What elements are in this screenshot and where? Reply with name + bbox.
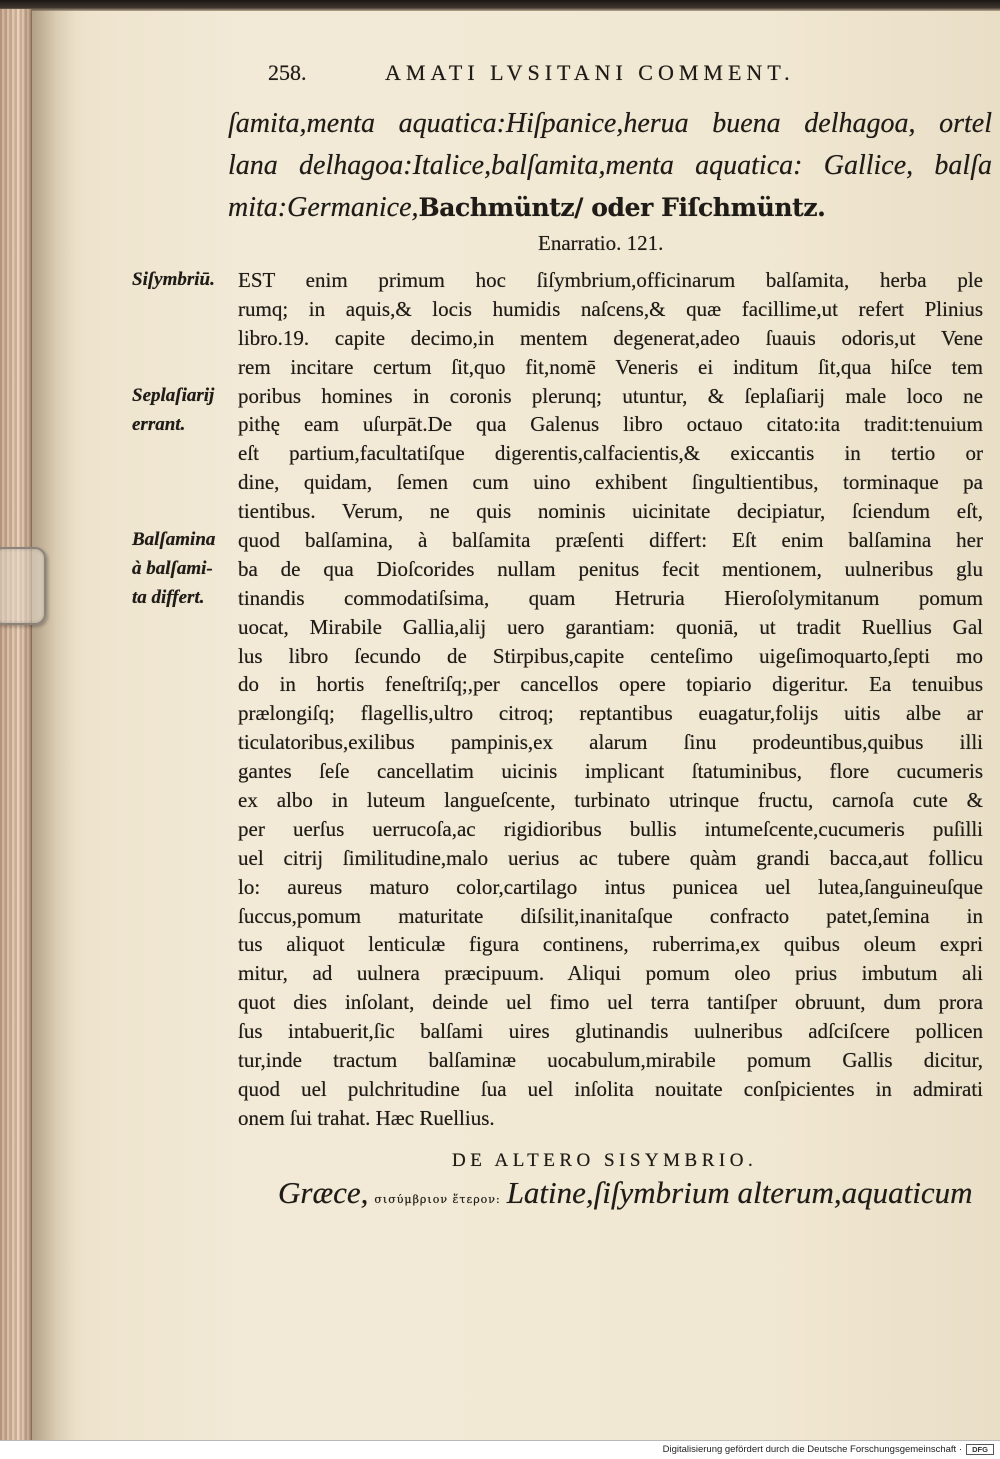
synonyms-line: ſamita,menta aquatica:Hiſpanice,herua buena delhagoa, ortel [228, 108, 992, 139]
running-title: AMATI LVSITANI COMMENT. [385, 60, 795, 85]
body-line: pithę eam uſurpāt.De qua Galenus libro octauo citato:ita tradit:tenuium [238, 412, 983, 437]
page-edge-stack [0, 9, 32, 1440]
gutter-shadow [31, 9, 76, 1440]
german-names-text: Bachmüntz/ oder Fiſchmüntz. [418, 193, 826, 222]
margin-note: à balſami- [132, 558, 213, 579]
body-line: uocat, Mirabile Gallia,alij uero garantiam: quoniā, ut tradit Ruellius Gal [238, 614, 983, 639]
body-line: quot dies inſolant, deinde uel fimo uel terra tantiſper obruunt, dum prora [238, 990, 983, 1015]
body-line: rem incitare certum ſit,quo fit,nomē Veneris ei inditum ſit,qua hiſce tem [238, 354, 983, 379]
funding-credit: Digitalisierung gefördert durch die Deutsche Forschungsgemeinschaft · [662, 1444, 962, 1455]
synonyms-line: lana delhagoa:Italice,balſamita,menta aquatica: Gallice, balſa [228, 150, 992, 181]
body-line: eſt partium,facultatiſque digerentis,calfacientis,& exiccantis in tertio or [238, 441, 983, 466]
greek-label: Græce, [278, 1175, 369, 1210]
body-line: ba de qua Dioſcorides nullam penitus fecit mentionem, uulneribus glu [238, 556, 983, 581]
synonyms-block [228, 103, 992, 229]
body-line: tus aliquot lenticulæ figura continens, ruberrima,ex quibus oleum expri [238, 932, 983, 957]
body-line: tientibus. Verum, ne quis nominis uicinitate decipiatur, ſciendum eſt, [238, 499, 983, 524]
next-section-heading: DE ALTERO SISYMBRIO. [452, 1150, 758, 1171]
margin-note: Seplaſiarij [132, 384, 215, 406]
body-line: dine, quidam, ſemen cum uino exhibent ſingultientibus, torminaque pa [238, 470, 983, 495]
body-line: lo: aureus maturo color,cartilago intus punicea uel lutea,ſanguineuſque [238, 874, 983, 899]
body-line: EST enim primum hoc ſiſymbrium,officinarum balſamita, herba ple [238, 268, 983, 292]
body-line: per uerſus uerrucoſa,ac rigidioribus bullis intumeſcente,cucumeris puſilli [238, 816, 983, 841]
body-line: ex albo in luteum langueſcente, turbinato utrinque fructu, carnoſa cute & [238, 788, 983, 813]
body-line: ſuccus,pomum maturitate diſsilit,inanitaſque confracto patet,ſemina in [238, 903, 983, 928]
margin-note: ta differt. [132, 586, 205, 608]
body-line: lus libro ſecundo de Stirpibus,capite centeſimo uigeſimoquarto,ſepti mo [238, 643, 983, 668]
body-text-block [238, 266, 983, 1133]
body-line: ſus intabuerit,ſic balſami uires glutinandis uulneribus adſciſcere pollicen [238, 1019, 983, 1044]
next-section-synonyms [278, 1170, 998, 1216]
synonyms-italic-text: mita:Germanice, [228, 192, 419, 223]
body-line: quod uel pulchritudine ſua uel inſolita nouitate conſpicientes in admirati [238, 1076, 983, 1101]
body-line: do in hortis feneſtriſq;,per cancellos opere topiario digeritur. Ea tenuibus [238, 672, 983, 697]
margin-note: Siſymbriū. [132, 269, 215, 290]
body-line: tur,inde tractum balſaminæ uocabulum,mirabile pomum Gallis dicitur, [238, 1048, 983, 1073]
body-line: tinandis commodatiſsima, quam Hetruria Hieroſolymitanum pomum [238, 585, 983, 610]
synonyms-line [228, 187, 992, 229]
body-line: quod balſamina, à balſamita præſenti differt: Eſt enim balſamina her [238, 528, 983, 553]
section-heading: Enarratio. 121. [538, 231, 664, 255]
binder-clip [0, 547, 46, 625]
body-line: poribus homines in coronis plerunq; utuntur, & ſeplaſiarij male loco ne [238, 383, 983, 408]
top-shadow-band [0, 0, 1000, 11]
body-line: mitur, ad uulnera præcipuum. Aliqui pomum oleo prius imbutum ali [238, 961, 983, 986]
margin-note: Balſamina [132, 529, 216, 551]
digitization-footer [0, 1440, 1000, 1459]
dfg-logo: DFG [966, 1444, 994, 1455]
body-line: ticulatoribus,exilibus pampinis,ex alarum ſinu prodeuntibus,quibus illi [238, 730, 983, 755]
body-line: onem ſui trahat. Hæc Ruellius. [238, 1105, 495, 1130]
page-number: 258. [268, 60, 307, 85]
body-line: libro.19. capite decimo,in mentem degenerat,adeo ſuauis odoris,ut Vene [238, 325, 983, 350]
margin-note: errant. [132, 413, 186, 435]
latin-name: Latine,ſiſymbrium alterum,aquaticum [506, 1175, 973, 1210]
body-line: gantes ſeſe cancellatim uicinis implicant ſtatuminibus, flore cucumeris [238, 759, 983, 784]
body-line: prælongiſq; flagellis,ultro citroq; reptantibus euagatur,folijs uitis albe ar [238, 701, 983, 726]
body-line: uel citrij ſimilitudine,malo uerius ac tubere quàm grandi bacca,aut follicu [238, 845, 983, 870]
greek-name: σισύμβριον ἕτερον: [374, 1193, 501, 1206]
body-line: rumq; in aquis,& locis humidis naſcens,& quæ facillime,ut refert Plinius [238, 296, 983, 321]
